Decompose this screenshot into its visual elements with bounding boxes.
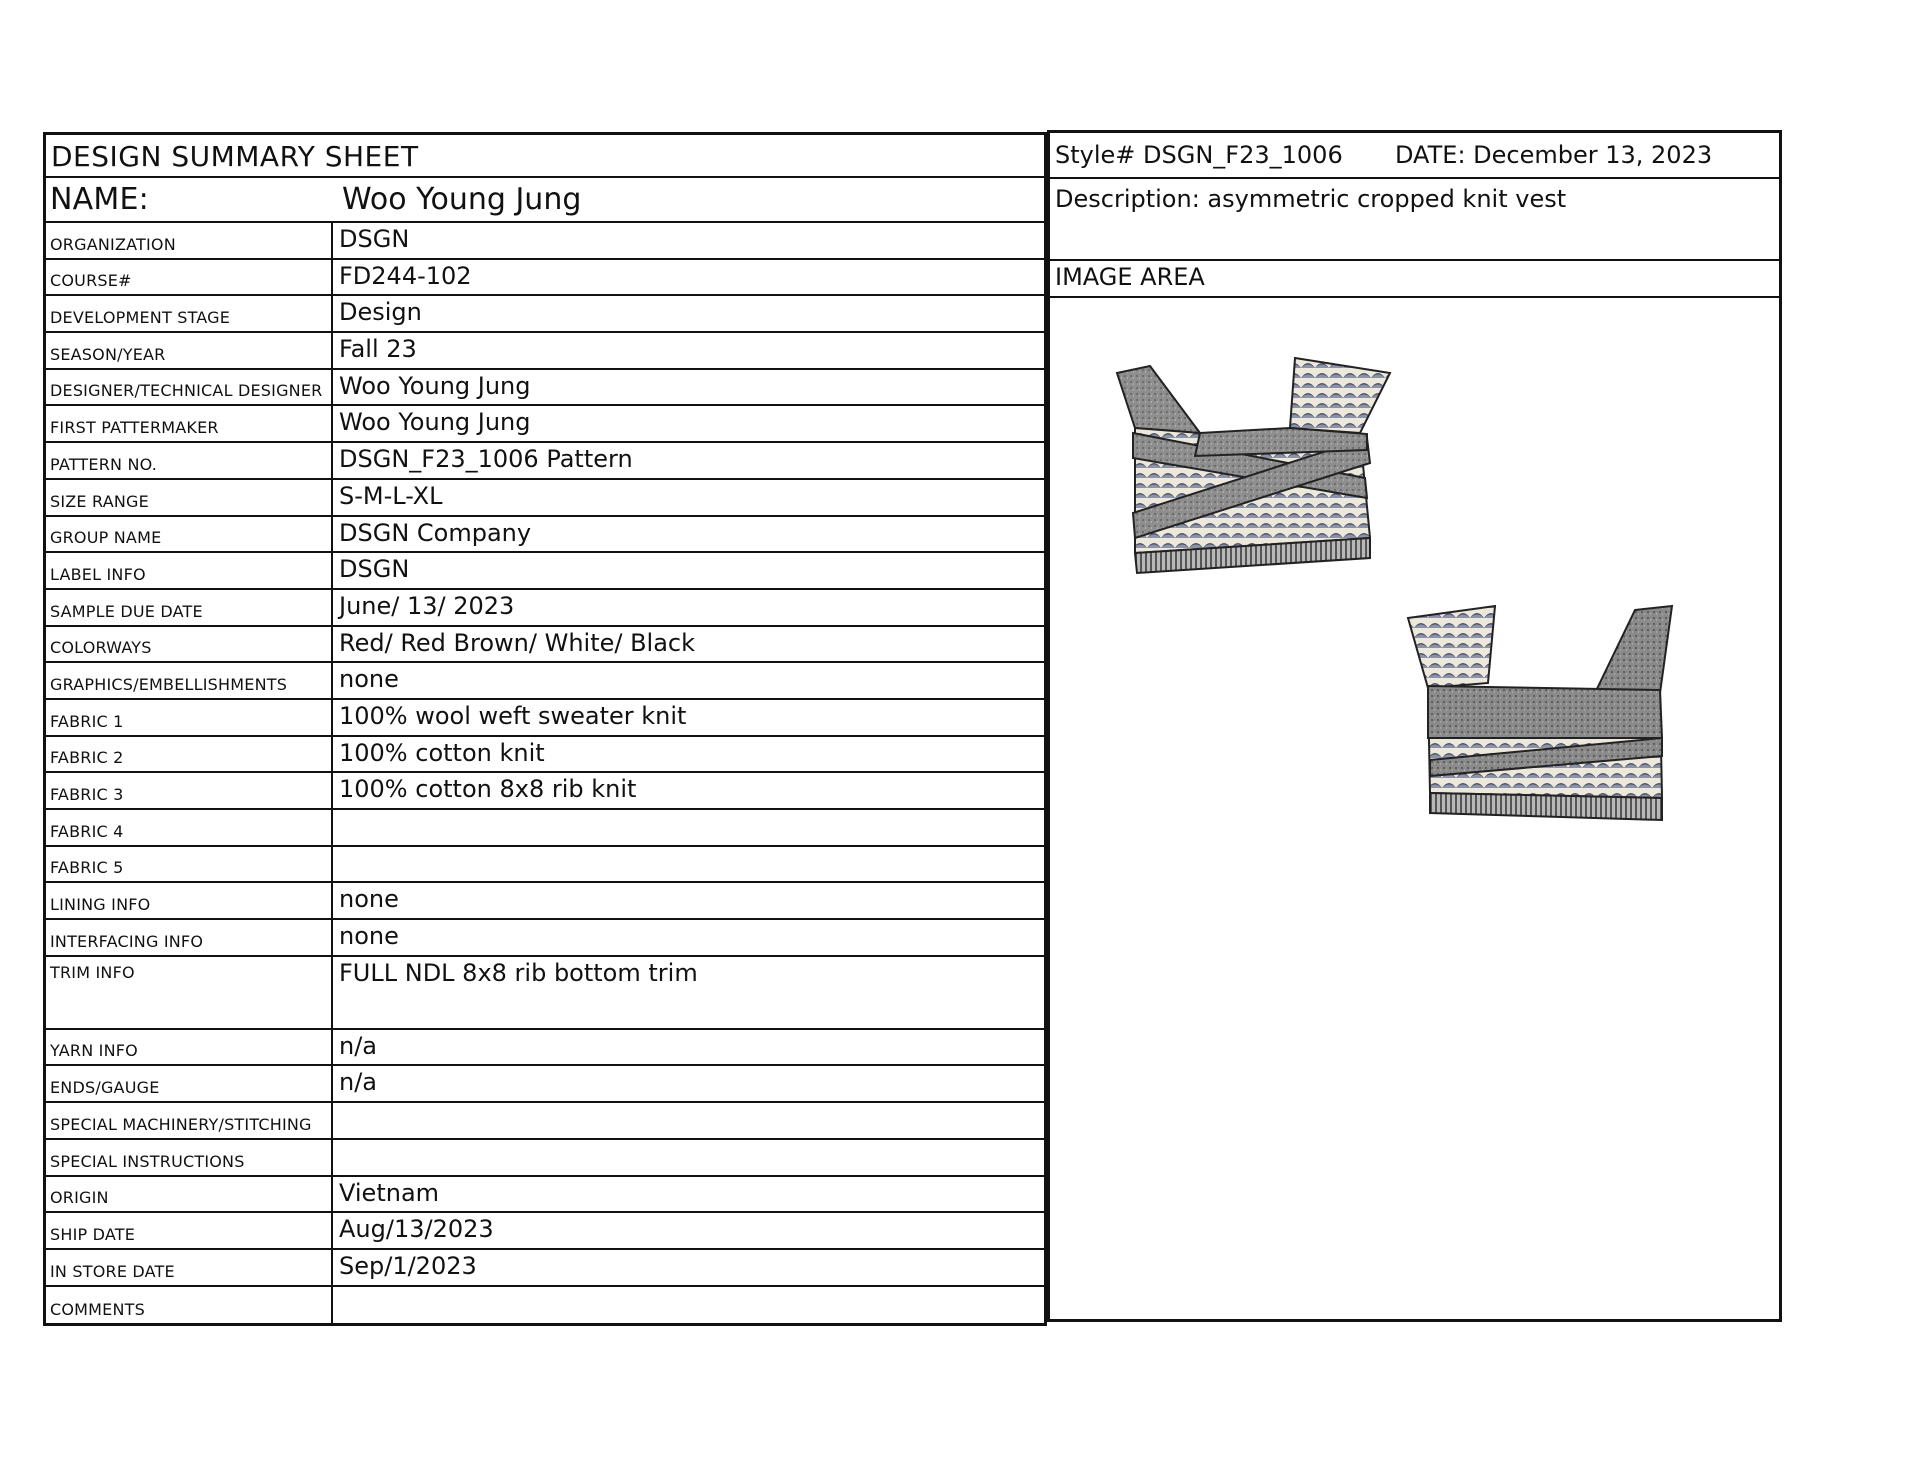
field-label: LABEL INFO xyxy=(46,553,333,588)
field-label: ENDS/GAUGE xyxy=(46,1066,333,1101)
field-value xyxy=(333,810,1044,845)
style-number: Style# DSGN_F23_1006 xyxy=(1055,141,1343,169)
garment-sketch-front xyxy=(1105,338,1405,598)
field-row-sample-due-date xyxy=(46,590,1044,627)
field-label: FABRIC 5 xyxy=(46,847,333,882)
name-value: Woo Young Jung xyxy=(342,182,582,217)
field-label: ORIGIN xyxy=(46,1177,333,1212)
sheet-title-row xyxy=(46,135,1044,178)
field-row-season-year xyxy=(46,333,1044,370)
field-label: INTERFACING INFO xyxy=(46,920,333,955)
field-value: DSGN xyxy=(339,225,410,253)
field-row-designer-technical-designer xyxy=(46,370,1044,407)
field-value: 100% cotton 8x8 rib knit xyxy=(339,775,637,804)
field-row-lining-info xyxy=(46,883,1044,920)
field-row-special-instructions xyxy=(46,1140,1044,1177)
field-row-label-info xyxy=(46,553,1044,590)
field-value: Vietnam xyxy=(339,1178,440,1207)
field-value: none xyxy=(339,885,399,914)
field-value: DSGN xyxy=(339,555,410,584)
style-row xyxy=(1050,133,1779,179)
field-value: none xyxy=(339,922,399,951)
description: Description: asymmetric cropped knit vest xyxy=(1050,179,1779,261)
field-label: COLORWAYS xyxy=(46,627,333,662)
name-row xyxy=(46,178,1044,223)
field-value: DSGN_F23_1006 Pattern xyxy=(339,445,633,474)
field-value: Fall 23 xyxy=(339,335,417,364)
field-label: FIRST PATTERMAKER xyxy=(46,406,333,441)
field-label: ORGANIZATION xyxy=(46,223,333,258)
field-label: FABRIC 4 xyxy=(46,810,333,845)
field-label: GROUP NAME xyxy=(46,517,333,552)
field-label: SPECIAL INSTRUCTIONS xyxy=(46,1140,333,1175)
field-value xyxy=(333,1103,1044,1138)
field-value: n/a xyxy=(339,1068,378,1097)
field-row-ship-date xyxy=(46,1213,1044,1250)
field-row-size-range xyxy=(46,480,1044,517)
garment-sketch-back xyxy=(1400,598,1700,858)
field-row-special-machinery-stitching xyxy=(46,1103,1044,1140)
style-date: DATE: December 13, 2023 xyxy=(1395,141,1713,169)
field-value xyxy=(333,1287,1044,1324)
image-area-label: IMAGE AREA xyxy=(1050,261,1779,298)
field-value: DSGN Company xyxy=(339,518,532,547)
field-label: TRIM INFO xyxy=(46,957,333,1028)
field-label: PATTERN NO. xyxy=(46,443,333,478)
field-row-first-pattermaker xyxy=(46,406,1044,443)
field-row-graphics-embellishments xyxy=(46,663,1044,700)
field-label: SAMPLE DUE DATE xyxy=(46,590,333,625)
field-value: Sep/1/2023 xyxy=(339,1251,477,1280)
field-row-development-stage xyxy=(46,296,1044,333)
field-label: YARN INFO xyxy=(46,1030,333,1065)
field-label: SIZE RANGE xyxy=(46,480,333,515)
field-label: COMMENTS xyxy=(46,1287,333,1324)
field-row-organization xyxy=(46,223,1044,260)
field-row-origin xyxy=(46,1177,1044,1214)
field-label: GRAPHICS/EMBELLISHMENTS xyxy=(46,663,333,698)
style-info-panel xyxy=(1047,130,1782,1322)
field-value: FULL NDL 8x8 rib bottom trim xyxy=(339,958,698,987)
field-row-fabric-2 xyxy=(46,737,1044,774)
field-value: Woo Young Jung xyxy=(339,408,531,437)
field-value: Design xyxy=(339,298,422,327)
name-label: NAME: xyxy=(50,182,149,217)
field-value: 100% cotton knit xyxy=(339,738,545,767)
field-label: FABRIC 3 xyxy=(46,773,333,808)
field-label: SPECIAL MACHINERY/STITCHING xyxy=(46,1103,333,1138)
field-row-fabric-3 xyxy=(46,773,1044,810)
field-value: Woo Young Jung xyxy=(339,371,531,400)
field-row-ends-gauge xyxy=(46,1066,1044,1103)
field-row-comments xyxy=(46,1287,1044,1324)
field-label: COURSE# xyxy=(46,260,333,295)
field-label: DEVELOPMENT STAGE xyxy=(46,296,333,331)
field-row-group-name xyxy=(46,517,1044,554)
field-label: IN STORE DATE xyxy=(46,1250,333,1285)
field-label: DESIGNER/TECHNICAL DESIGNER xyxy=(46,370,333,405)
field-value: 100% wool weft sweater knit xyxy=(339,701,687,730)
sheet-title: DESIGN SUMMARY SHEET xyxy=(51,140,419,173)
field-row-in-store-date xyxy=(46,1250,1044,1287)
field-row-pattern-no xyxy=(46,443,1044,480)
field-value xyxy=(333,1140,1044,1175)
field-label: FABRIC 2 xyxy=(46,737,333,772)
field-value: n/a xyxy=(339,1031,378,1060)
design-summary-table xyxy=(43,132,1047,1326)
field-row-fabric-1 xyxy=(46,700,1044,737)
field-row-course xyxy=(46,260,1044,297)
image-area xyxy=(1050,298,1779,1318)
field-row-fabric-5 xyxy=(46,847,1044,884)
field-row-yarn-info xyxy=(46,1030,1044,1067)
field-label: FABRIC 1 xyxy=(46,700,333,735)
field-value: Aug/13/2023 xyxy=(339,1215,494,1244)
field-row-colorways xyxy=(46,627,1044,664)
field-label: LINING INFO xyxy=(46,883,333,918)
field-value: S-M-L-XL xyxy=(339,481,443,510)
field-row-trim-info xyxy=(46,957,1044,1030)
field-value: FD244-102 xyxy=(339,261,472,290)
field-value: Red/ Red Brown/ White/ Black xyxy=(339,628,696,657)
field-row-interfacing-info xyxy=(46,920,1044,957)
field-label: SHIP DATE xyxy=(46,1213,333,1248)
field-row-fabric-4 xyxy=(46,810,1044,847)
field-value: none xyxy=(339,665,399,694)
field-label: SEASON/YEAR xyxy=(46,333,333,368)
field-value: June/ 13/ 2023 xyxy=(339,591,515,620)
field-value xyxy=(333,847,1044,882)
